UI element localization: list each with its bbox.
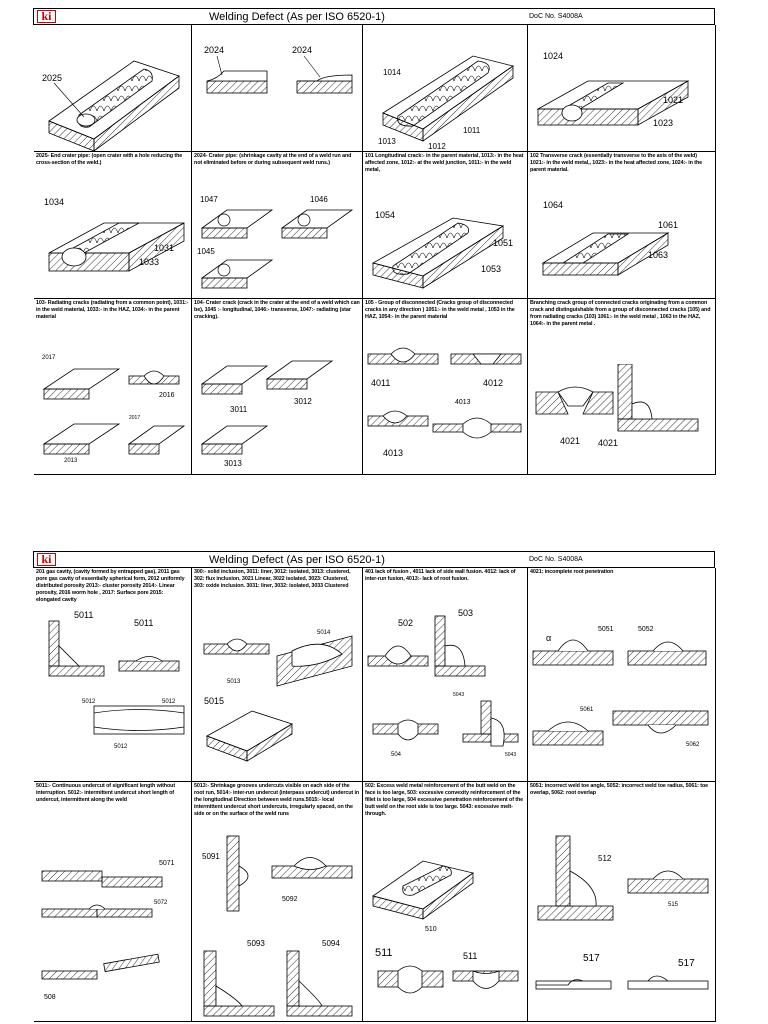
sheet-title: Welding Defect (As per ISO 6520-1)	[209, 554, 385, 566]
defect-cell-5091	[192, 782, 363, 1022]
label-3011: 3011	[230, 405, 248, 414]
longitudinal-crack-figure	[363, 41, 528, 151]
label-515: 515	[668, 902, 679, 908]
label-2024a: 2024	[204, 45, 225, 55]
crater-pipe-2024-figure	[192, 41, 363, 151]
caption-103: 103- Radiating cracks (radiating from a common point), 1031:- in the weld material, 1033:- in the HAZ, 1034:- in the parent material	[36, 300, 189, 320]
label-4012: 4012	[483, 378, 504, 388]
label-1063: 1063	[648, 250, 669, 260]
label-2024b: 2024	[292, 45, 313, 55]
label-5015: 5015	[204, 696, 225, 706]
defect-cell-103	[34, 152, 192, 299]
label-1012: 1012	[428, 142, 446, 151]
label-5012a: 5012	[82, 699, 96, 705]
label-5011a: 5011	[74, 610, 94, 620]
burn-through-figure	[363, 831, 528, 1021]
label-1013: 1013	[378, 137, 396, 146]
label-2013: 2013	[64, 458, 78, 464]
label-511b: 511	[463, 951, 478, 961]
defect-cell-300	[192, 299, 363, 475]
sheet-header	[33, 551, 715, 568]
label-5061: 5061	[580, 707, 594, 713]
label-1054: 1054	[375, 210, 396, 220]
label-4013b: 4013	[455, 399, 471, 406]
branching-crack-figure	[528, 188, 716, 298]
label-5093: 5093	[247, 939, 265, 948]
label-5062: 5062	[686, 742, 700, 748]
label-alpha: α	[546, 633, 552, 643]
solid-inclusion-figure	[192, 334, 363, 474]
label-1033: 1033	[139, 257, 160, 267]
label-2016: 2016	[159, 392, 175, 399]
label-517a: 517	[583, 953, 600, 964]
defect-cell-5011	[34, 568, 192, 782]
defect-cell-2024	[192, 25, 363, 152]
defect-cell-5071	[34, 782, 192, 1022]
label-2017a: 2017	[42, 355, 56, 361]
sheet-header	[33, 8, 715, 25]
crater-pipe-figure	[34, 41, 192, 151]
doc-number: DoC No. S4008A	[529, 13, 583, 20]
label-5012b: 5012	[162, 699, 176, 705]
caption-5051: 5051: incorrect weld toe angle, 5052: incorrect weld toe radius, 5061: toe overlap, 5062: root overlap	[530, 783, 709, 796]
label-2025: 2025	[42, 73, 63, 83]
defect-sheet-2	[33, 551, 715, 1021]
defect-cell-401	[363, 299, 528, 475]
label-4021b: 4021	[598, 438, 619, 448]
label-517b: 517	[678, 958, 695, 969]
crater-crack-figure	[192, 188, 363, 298]
label-1034: 1034	[44, 197, 65, 207]
defect-cell-5013	[192, 568, 363, 782]
label-503: 503	[458, 608, 474, 618]
caption-502: 502: Excess weld metal reinforcement of the butt weld on the face is too large, 503: excessive convexity reinforcement of the fillet is too large, 504 excessive penetration reinforcement of the butt weld on the root side is too large. 5043: excessive melt-through.	[365, 783, 524, 817]
label-511a: 511	[375, 947, 393, 959]
label-1021: 1021	[663, 95, 684, 105]
label-1024: 1024	[543, 51, 564, 61]
caption-105: 105 - Group of disconnected (Cracks group of disconnected cracks in any direction ) 1051:- in the weld metal , 1053 in the HAZ, 1054:- in the parent material	[365, 300, 515, 320]
label-3012: 3012	[294, 397, 312, 406]
caption-104: 104- Crater crack (crack in the crater at the end of a weld which can be), 1045 :- longitudinal, 1046:- transverse, 1047:- radiating (star cracking).	[194, 300, 360, 320]
caption-5013: 5013:- Shrinkage grooves undercuts visible on each side of the root run, 5014:- inter-run undercut (interpass undercut) undercut in the longitudinal Direction between weld runs.5015:- local intermittent undercut short undercuts, irregularly spaced, on the side or on the surface of the weld runs	[194, 783, 360, 817]
doc-number: DoC No. S4008A	[529, 556, 583, 563]
label-5094: 5094	[322, 939, 340, 948]
label-1061: 1061	[658, 220, 679, 230]
caption-201: 201 gas cavity, (cavity formed by entrapped gas), 2011 gas pore gas cavity of essentially spherical form, 2012 uniformly distributed porosity 2013:- cluster porosity 2014:- Linear porosity, 2016 worm hole , 2017: Surface pore 2015: elongated cavity	[36, 569, 185, 603]
defect-cell-104	[192, 152, 363, 299]
caption-2025: 2025- End crater pipe: (open crater with a hole reducing the cross-section of the weld.)	[36, 153, 183, 166]
incomplete-penetration-figure	[528, 364, 716, 474]
sheet-title: Welding Defect (As per ISO 6520-1)	[209, 11, 385, 23]
label-5052: 5052	[638, 626, 654, 633]
porosity-figure	[34, 334, 192, 474]
label-510: 510	[425, 926, 437, 933]
caption-2024: 2024- Crater pipe: (shrinkage cavity at the end of a weld run and not eliminated before or during subsequent weld runs.)	[194, 153, 352, 166]
label-502: 502	[398, 618, 414, 628]
label-508: 508	[44, 994, 56, 1001]
caption-4021: 4021: incomplete root penetration	[530, 569, 614, 575]
label-1014: 1014	[383, 68, 401, 77]
label-4011: 4011	[371, 378, 391, 388]
label-2017b: 2017	[129, 415, 141, 421]
label-1051: 1051	[493, 238, 514, 248]
undercut-figure	[34, 606, 192, 781]
label-5072: 5072	[154, 900, 168, 906]
excess-weld-metal-figure	[363, 606, 528, 781]
label-5051: 5051	[598, 626, 614, 633]
caption-401: 401 lack of fusion , 4011 lack of side wall fusion. 4012: lack of inter-run fusion, 4013:- lack of root fusion.	[365, 569, 516, 582]
label-5014: 5014	[317, 630, 331, 636]
caption-106: Branching crack group of connected cracks originating from a common crack and distinguishable from a group of disconnected cracks (105) and from radiating cracks (103) 1061:- in the weld metal , 1063 in the HAZ, 1064:- in the parent metal .	[530, 300, 711, 327]
company-logo: ki	[37, 10, 56, 23]
defect-cell-512	[528, 782, 716, 1022]
label-1023: 1023	[653, 118, 674, 128]
label-1046: 1046	[310, 195, 328, 204]
label-5012c: 5012	[114, 744, 128, 750]
label-1011: 1011	[463, 126, 481, 135]
label-3013: 3013	[224, 459, 242, 468]
radiating-cracks-figure	[34, 193, 192, 298]
defect-cell-105	[363, 152, 528, 299]
label-1053: 1053	[481, 264, 502, 274]
label-1064: 1064	[543, 200, 564, 210]
label-4021a: 4021	[560, 436, 581, 446]
sagging-figure	[528, 831, 716, 1021]
label-4013a: 4013	[383, 448, 404, 458]
defect-cell-502	[363, 568, 528, 782]
defect-sheet-1	[33, 8, 715, 468]
lack-of-fusion-figure	[363, 334, 528, 474]
transverse-crack-figure	[528, 41, 716, 151]
defect-cell-5051	[528, 568, 716, 782]
label-5011b: 5011	[134, 618, 154, 628]
defect-cell-510	[363, 782, 528, 1022]
shrinkage-groove-figure	[192, 606, 363, 781]
defect-cell-102	[528, 25, 716, 152]
company-logo: ki	[37, 553, 56, 566]
caption-5011: 5011:- Continuous undercut of significant length without interruption. 5012:- intermittent undercut short length of undercut, intermittent along the weld	[36, 783, 176, 803]
caption-102: 102 Transverse crack (essentially transverse to the axis of the weld) 1021:- in the weld metal,, 1023:- in the heat affected zone, 1024:- in the parent material.	[530, 153, 703, 173]
label-1045: 1045	[197, 247, 215, 256]
label-5043a: 5043	[453, 692, 465, 698]
label-5091: 5091	[202, 852, 220, 861]
crack-group-figure	[363, 188, 528, 298]
defect-cell-106	[528, 152, 716, 299]
label-512: 512	[598, 854, 612, 863]
misalignment-figure	[34, 831, 192, 1021]
label-5071: 5071	[159, 860, 175, 867]
label-504: 504	[391, 752, 402, 758]
label-5013: 5013	[227, 679, 241, 685]
defect-cell-2025	[34, 25, 192, 152]
defect-cell-4021	[528, 299, 716, 475]
label-5092: 5092	[282, 896, 298, 903]
incompletely-filled-groove-figure	[192, 831, 363, 1021]
defect-cell-101	[363, 25, 528, 152]
label-1047: 1047	[200, 195, 218, 204]
defect-cell-201	[34, 299, 192, 475]
label-1031: 1031	[154, 243, 175, 253]
caption-300: 300:- solid inclusion, 3011: liner, 3012: isolated, 3013: clustered, 302: flux inclusion, 3021 Linear, 3022 isolated, 3023: Clustered, 303: oxide inclusion. 3031: liner, 3032: isolated, 3033 Clustered	[194, 569, 351, 589]
caption-101: 101 Longitudinal crack:- in the parent material, 1013:- in the heat affected zone, 1012:- at the weld junction, 1011:- in the weld metal,	[365, 153, 524, 173]
weld-toe-figure	[528, 601, 716, 781]
label-5043b: 5043	[505, 752, 517, 758]
